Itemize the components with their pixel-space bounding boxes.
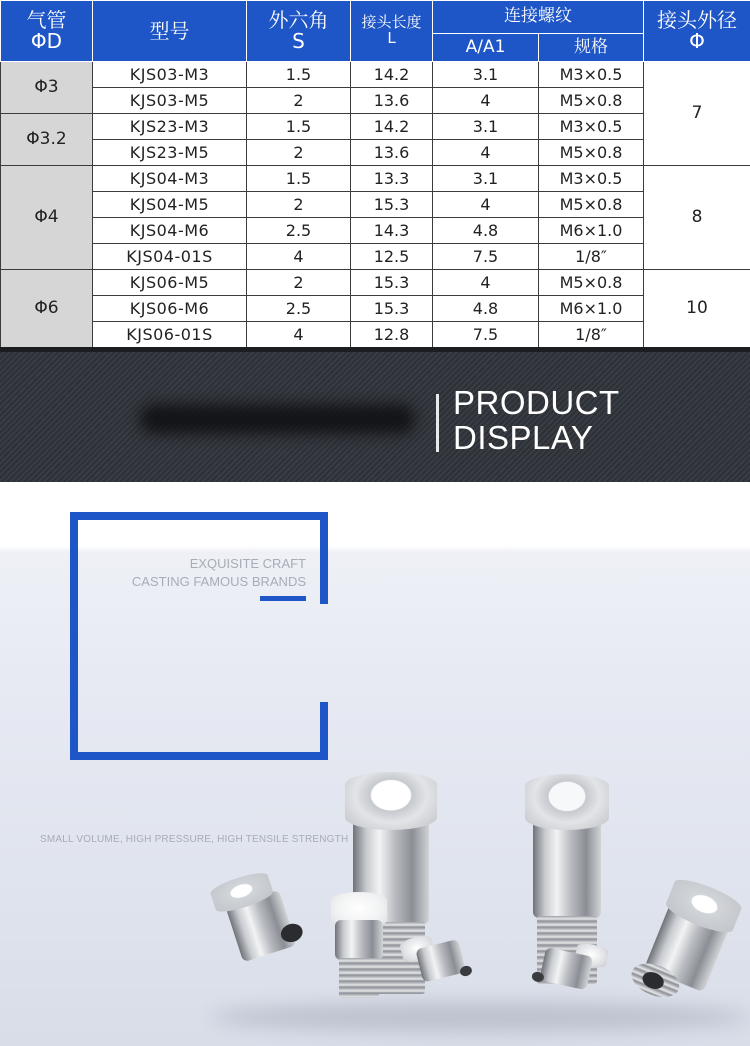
hex-cell: 1.5 (247, 62, 351, 88)
banner-divider (436, 394, 439, 452)
hex-cell: 2 (247, 192, 351, 218)
model-cell: KJS04-M3 (93, 166, 247, 192)
group-cell: Φ6 (1, 270, 93, 348)
model-cell: KJS23-M3 (93, 114, 247, 140)
hex-cell: 2.5 (247, 218, 351, 244)
length-cell: 15.3 (351, 270, 433, 296)
outer-cell: 10 (644, 270, 750, 348)
header-od (1, 1, 93, 62)
thread-spec-cell: M3×0.5 (539, 62, 644, 88)
table-row (1, 166, 750, 192)
table-row (1, 270, 750, 296)
header-length-cn: 接头长度 (361, 13, 422, 32)
thread-a-cell: 4 (433, 88, 539, 114)
header-hex-cn: 外六角 (268, 8, 329, 32)
length-cell: 15.3 (351, 192, 433, 218)
table-row (1, 218, 750, 244)
fitting-small-left (201, 859, 327, 985)
hex-cell: 2 (247, 270, 351, 296)
outer-cell: 7 (644, 62, 750, 166)
blurred-logo (140, 404, 415, 434)
thread-spec-cell: M3×0.5 (539, 114, 644, 140)
model-cell: KJS23-M5 (93, 140, 247, 166)
group-cell: Φ3.2 (1, 114, 93, 166)
thread-spec-cell: M6×1.0 (539, 218, 644, 244)
thread-spec-cell: M3×0.5 (539, 166, 644, 192)
header-hex-sym: S (292, 29, 305, 53)
model-cell: KJS04-M6 (93, 218, 247, 244)
thread-a-cell: 3.1 (433, 62, 539, 88)
length-cell: 12.5 (351, 244, 433, 270)
hex-cell: 2.5 (247, 296, 351, 322)
banner-title-line1: PRODUCT (453, 384, 620, 421)
thread-a-cell: 3.1 (433, 114, 539, 140)
group-cell: Φ4 (1, 166, 93, 270)
model-cell: KJS06-01S (93, 322, 247, 348)
fitting-white-cap (331, 892, 387, 1002)
table-row (1, 140, 750, 166)
outer-cell: 8 (644, 166, 750, 270)
thread-a-cell: 7.5 (433, 322, 539, 348)
product-display-section (0, 482, 750, 1046)
spec-table (0, 0, 750, 348)
table-row (1, 296, 750, 322)
model-cell: KJS06-M6 (93, 296, 247, 322)
header-outer-cn: 接头外径 (657, 8, 737, 32)
header-thread-a: A/A1 (433, 34, 539, 62)
thread-a-cell: 4 (433, 192, 539, 218)
header-od-sym: ΦD (30, 29, 63, 53)
header-od-cn: 气管 (26, 8, 67, 32)
thread-a-cell: 4 (433, 140, 539, 166)
header-thread: 连接螺纹 (433, 1, 644, 34)
thread-spec-cell: M5×0.8 (539, 270, 644, 296)
thread-a-cell: 7.5 (433, 244, 539, 270)
header-outer (644, 1, 750, 62)
header-model: 型号 (93, 1, 247, 62)
spec-table-section (0, 0, 750, 347)
model-cell: KJS06-M5 (93, 270, 247, 296)
length-cell: 15.3 (351, 296, 433, 322)
header-length (351, 1, 433, 62)
thread-spec-cell: M5×0.8 (539, 192, 644, 218)
thread-a-cell: 3.1 (433, 166, 539, 192)
hex-cell: 1.5 (247, 166, 351, 192)
tagline-exquisite-craft: EXQUISITE CRAFT (189, 556, 306, 571)
table-row (1, 244, 750, 270)
thread-spec-cell: 1/8″ (539, 244, 644, 270)
hex-cell: 4 (247, 244, 351, 270)
header-outer-sym: Φ (689, 29, 705, 53)
blue-frame-decoration (70, 512, 328, 760)
table-row (1, 192, 750, 218)
length-cell: 13.6 (351, 88, 433, 114)
thread-a-cell: 4.8 (433, 296, 539, 322)
header-thread-spec: 规格 (539, 34, 644, 62)
model-cell: KJS03-M3 (93, 62, 247, 88)
thread-a-cell: 4.8 (433, 218, 539, 244)
banner-title-line2: DISPLAY (453, 419, 594, 456)
length-cell: 14.2 (351, 62, 433, 88)
length-cell: 14.3 (351, 218, 433, 244)
product-display-banner (0, 347, 750, 482)
length-cell: 13.3 (351, 166, 433, 192)
tagline-features: SMALL VOLUME, HIGH PRESSURE, HIGH TENSILE STRENGTH (40, 834, 349, 845)
hex-cell: 1.5 (247, 114, 351, 140)
header-length-sym: L (387, 29, 396, 47)
thread-spec-cell: M6×1.0 (539, 296, 644, 322)
thread-spec-cell: M5×0.8 (539, 140, 644, 166)
header-hex (247, 1, 351, 62)
hex-cell: 2 (247, 140, 351, 166)
model-cell: KJS04-M5 (93, 192, 247, 218)
tagline-casting-brands: CASTING FAMOUS BRANDS (131, 574, 306, 589)
hex-cell: 4 (247, 322, 351, 348)
table-row (1, 114, 750, 140)
group-cell: Φ3 (1, 62, 93, 114)
thread-spec-cell: M5×0.8 (539, 88, 644, 114)
model-cell: KJS04-01S (93, 244, 247, 270)
hex-cell: 2 (247, 88, 351, 114)
table-row (1, 322, 750, 348)
table-row (1, 88, 750, 114)
thread-spec-cell: 1/8″ (539, 322, 644, 348)
length-cell: 12.8 (351, 322, 433, 348)
length-cell: 14.2 (351, 114, 433, 140)
table-row (1, 62, 750, 88)
thread-a-cell: 4 (433, 270, 539, 296)
length-cell: 13.6 (351, 140, 433, 166)
model-cell: KJS03-M5 (93, 88, 247, 114)
